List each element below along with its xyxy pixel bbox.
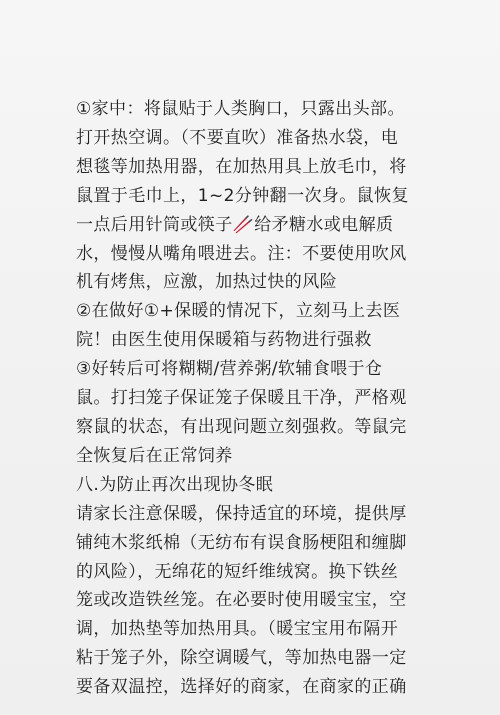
chopsticks-icon: 🥢 <box>232 214 255 235</box>
text-line: 水，慢慢从嘴角喂进去。注：不要使用吹风 <box>76 243 407 264</box>
text-line: 院！由医生使用保暖箱与药物进行强救 <box>76 330 372 351</box>
text-line: ①家中：将鼠贴于人类胸口，只露出头部。 <box>76 99 405 119</box>
article-body <box>76 95 426 702</box>
text-line: 想毯等加热用器，在加热用具上放毛巾，将 <box>76 156 407 177</box>
text-line: 粘于笼子外，除空调暖气，等加热电器一定 <box>76 648 407 669</box>
text-line: 机有烤焦，应激，加热过快的风险 <box>76 272 337 293</box>
text-line: 铺纯木浆纸棉（无纺布有误食肠梗阻和缠脚 <box>76 532 407 553</box>
section-heading: 八.为防止再次出现协冬眠 <box>76 474 274 495</box>
text-line: 请家长注意保暖，保持适宜的环境，提供厚 <box>76 503 407 524</box>
text-segment: 给矛糖水或电解质 <box>254 214 394 235</box>
text-segment: 一点后用针筒或筷子 <box>76 214 233 235</box>
text-line: 察鼠的状态，有出现问题立刻强救。等鼠完 <box>76 416 407 437</box>
text-line: ②在做好①+保暖的情况下，立刻马上去医 <box>76 301 401 322</box>
text-line: ③好转后可将糊糊/营养粥/软辅食喂于仓 <box>76 359 383 380</box>
text-line: 打开热空调。（不要直吹）准备热水袋，电 <box>76 127 399 148</box>
text-line <box>76 211 426 240</box>
text-line: 鼠。打扫笼子保证笼子保暖且干净，严格观 <box>76 388 407 409</box>
text-line: 要备双温控，选择好的商家，在商家的正确 <box>76 677 407 698</box>
text-line: 鼠置于毛巾上，1~2分钟翻一次身。鼠恢复 <box>76 185 409 206</box>
text-line: 笼或改造铁丝笼。在必要时使用暖宝宝，空 <box>76 590 407 611</box>
text-line: 的风险），无绵花的短纤维绒窝。换下铁丝 <box>76 561 399 582</box>
text-line: 全恢复后在正常饲养 <box>76 445 233 466</box>
text-line: 调，加热垫等加热用具。（暖宝宝用布隔开 <box>76 619 399 640</box>
